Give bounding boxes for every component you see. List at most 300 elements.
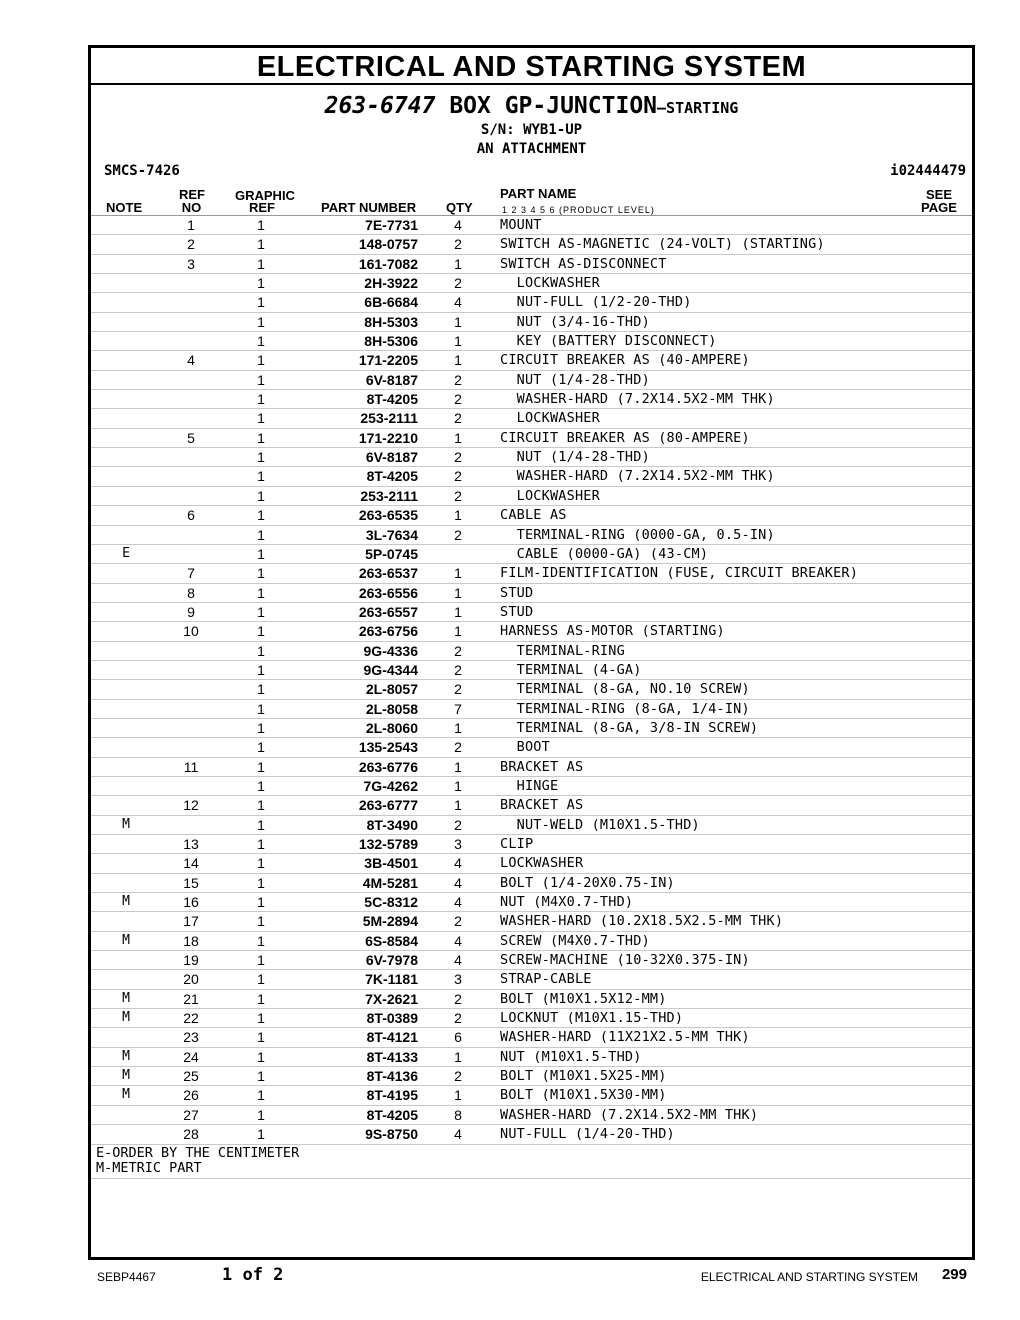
table-row	[91, 1028, 972, 1047]
row-ref-no: 3	[187, 255, 195, 272]
parts-list	[91, 216, 972, 1145]
row-graphic-ref: 1	[257, 487, 265, 504]
row-graphic-ref: 1	[257, 971, 265, 988]
row-part-number: 2L-8060	[365, 719, 418, 736]
row-graphic-ref: 1	[257, 758, 265, 775]
row-graphic-ref: 1	[257, 391, 265, 408]
row-part-number: 9G-4344	[363, 661, 418, 678]
row-part-name: WASHER-HARD (10.2X18.5X2.5-MM THK)	[500, 913, 784, 930]
row-part-number: 2L-8058	[365, 700, 418, 717]
row-qty: 1	[454, 333, 462, 350]
row-note: M	[122, 1010, 130, 1026]
row-graphic-ref: 1	[257, 1048, 265, 1065]
note-m: M-METRIC PART	[96, 1159, 202, 1176]
row-qty: 7	[454, 700, 462, 717]
header-note: NOTE	[106, 200, 143, 215]
row-part-name: TERMINAL-RING (0000-GA, 0.5-IN)	[500, 526, 775, 543]
row-part-number: 3B-4501	[364, 855, 418, 872]
row-part-name: BRACKET AS	[500, 797, 584, 814]
row-graphic-ref: 1	[257, 913, 265, 930]
row-graphic-ref: 1	[257, 739, 265, 756]
row-note: M	[122, 990, 130, 1006]
row-part-name: MOUNT	[500, 217, 542, 233]
row-ref-no: 7	[187, 565, 195, 582]
table-row	[91, 235, 972, 254]
row-graphic-ref: 1	[257, 275, 265, 292]
header-graphic-bottom: REF	[249, 200, 275, 215]
table-row	[91, 622, 972, 641]
table-row	[91, 487, 972, 506]
row-qty: 2	[454, 371, 462, 388]
row-ref-no: 13	[183, 836, 199, 852]
row-qty: 4	[454, 874, 462, 891]
header-see-top: SEE	[926, 187, 953, 202]
row-ref-no: 12	[183, 797, 199, 814]
row-graphic-ref: 1	[257, 797, 265, 814]
row-graphic-ref: 1	[257, 468, 265, 485]
table-row	[91, 332, 972, 351]
table-row	[91, 719, 972, 738]
row-ref-no: 24	[183, 1048, 199, 1065]
row-note: M	[122, 816, 130, 832]
row-part-name: CIRCUIT BREAKER AS (40-AMPERE)	[500, 352, 750, 369]
table-row	[91, 990, 972, 1009]
table-row	[91, 1009, 972, 1028]
row-qty: 4	[454, 952, 462, 969]
row-qty: 2	[454, 739, 462, 756]
footer-document-number: SEBP4467	[97, 1270, 156, 1284]
row-graphic-ref: 1	[257, 623, 265, 640]
row-graphic-ref: 1	[257, 681, 265, 698]
row-part-name: BOOT	[500, 739, 550, 756]
row-part-number: 8T-4136	[366, 1068, 418, 1085]
row-part-number: 7G-4262	[363, 777, 418, 794]
row-part-number: 8T-0389	[366, 1010, 418, 1027]
row-part-name: LOCKWASHER	[500, 410, 600, 427]
row-note: M	[122, 894, 130, 910]
row-part-number: 5M-2894	[362, 913, 418, 930]
row-part-name: STRAP-CABLE	[500, 971, 592, 988]
row-qty: 1	[454, 623, 462, 640]
row-qty: 1	[454, 758, 462, 775]
row-qty: 2	[454, 468, 462, 485]
row-part-name: LOCKNUT (M10X1.15-THD)	[500, 1010, 684, 1027]
row-part-name: WASHER-HARD (7.2X14.5X2-MM THK)	[500, 391, 775, 408]
row-graphic-ref: 1	[257, 236, 265, 253]
table-row	[91, 758, 972, 777]
table-row	[91, 874, 972, 893]
table-row	[91, 951, 972, 970]
row-part-number: 253-2111	[360, 410, 418, 427]
row-part-name: NUT (M10X1.5-THD)	[500, 1048, 642, 1065]
row-part-name: BOLT (M10X1.5X25-MM)	[500, 1068, 667, 1085]
row-part-number: 148-0757	[358, 236, 418, 253]
header-part-name: PART NAME	[500, 186, 577, 201]
row-graphic-ref: 1	[257, 352, 265, 369]
row-part-name: BRACKET AS	[500, 758, 584, 775]
row-part-name: TERMINAL-RING (8-GA, 1/4-IN)	[500, 700, 750, 717]
row-qty: 4	[454, 294, 462, 311]
row-graphic-ref: 1	[257, 507, 265, 524]
row-graphic-ref: 1	[257, 816, 265, 833]
table-row	[91, 371, 972, 390]
row-ref-no: 22	[183, 1010, 199, 1027]
table-header	[91, 183, 972, 216]
row-graphic-ref: 1	[257, 990, 265, 1007]
row-note: M	[122, 1068, 130, 1084]
row-qty: 2	[454, 913, 462, 930]
table-row	[91, 1048, 972, 1067]
table-row	[91, 216, 972, 235]
row-qty: 2	[454, 1010, 462, 1027]
row-qty: 1	[454, 255, 462, 272]
table-row	[91, 816, 972, 835]
row-note: M	[122, 1087, 130, 1103]
row-graphic-ref: 1	[257, 719, 265, 736]
row-part-name: CABLE (0000-GA) (43-CM)	[500, 545, 709, 562]
group-number: 263-6747	[324, 93, 436, 119]
row-qty: 1	[454, 352, 462, 369]
row-part-name: NUT-WELD (M10X1.5-THD)	[500, 816, 700, 833]
row-graphic-ref: 1	[257, 894, 265, 911]
row-ref-no: 17	[183, 913, 199, 930]
row-part-name: BOLT (M10X1.5X12-MM)	[500, 990, 667, 1007]
row-part-name: LOCKWASHER	[500, 855, 584, 872]
note-e: E-ORDER BY THE CENTIMETER	[96, 1144, 300, 1161]
row-part-number: 9S-8750	[365, 1126, 418, 1143]
smcs-line	[91, 159, 972, 183]
table-row	[91, 932, 972, 951]
row-qty: 1	[454, 429, 462, 446]
header-ref-top: REF	[179, 187, 205, 202]
row-qty: 2	[454, 391, 462, 408]
row-part-number: 8T-4205	[366, 468, 418, 485]
row-part-name: FILM-IDENTIFICATION (FUSE, CIRCUIT BREAKER)	[500, 565, 859, 582]
row-graphic-ref: 1	[257, 313, 265, 330]
group-name: BOX GP-JUNCTION	[449, 93, 658, 119]
table-row	[91, 777, 972, 796]
row-ref-no: 28	[183, 1126, 199, 1143]
row-qty: 1	[454, 797, 462, 814]
row-graphic-ref: 1	[257, 1010, 265, 1027]
row-part-name: WASHER-HARD (7.2X14.5X2-MM THK)	[500, 1106, 759, 1123]
row-qty: 2	[454, 990, 462, 1007]
row-qty: 2	[454, 642, 462, 659]
notes-section	[91, 1145, 972, 1179]
row-part-number: 5P-0745	[365, 545, 418, 562]
table-row	[91, 1106, 972, 1125]
row-qty: 1	[454, 777, 462, 794]
table-row	[91, 835, 972, 854]
header-part-number: PART NUMBER	[321, 200, 417, 215]
table-row	[91, 255, 972, 274]
row-part-name: WASHER-HARD (7.2X14.5X2-MM THK)	[500, 468, 775, 485]
row-part-number: 6S-8584	[365, 932, 418, 949]
row-ref-no: 10	[183, 623, 199, 640]
row-part-number: 6V-8187	[365, 449, 418, 466]
table-row	[91, 680, 972, 699]
row-part-name: TERMINAL (4-GA)	[500, 661, 642, 678]
table-row	[91, 738, 972, 757]
row-ref-no: 15	[183, 874, 199, 891]
row-qty: 1	[454, 507, 462, 524]
row-graphic-ref: 1	[257, 1087, 265, 1104]
row-ref-no: 21	[183, 990, 199, 1007]
row-part-name: SWITCH AS-MAGNETIC (24-VOLT) (STARTING)	[500, 236, 825, 253]
serial-number: S/N: WYB1-UP	[480, 122, 583, 138]
row-graphic-ref: 1	[257, 836, 265, 852]
row-part-number: 263-6776	[358, 758, 418, 775]
page-footer	[88, 1262, 972, 1290]
row-part-number: 263-6537	[358, 565, 418, 582]
table-row	[91, 603, 972, 622]
row-graphic-ref: 1	[257, 874, 265, 891]
row-part-number: 132-5789	[358, 836, 418, 852]
header-ref-bottom: NO	[181, 200, 202, 215]
table-row	[91, 1125, 972, 1144]
row-graphic-ref: 1	[257, 565, 265, 582]
footer-page-number: 299	[941, 1266, 967, 1283]
table-row	[91, 274, 972, 293]
row-part-number: 263-6777	[358, 797, 418, 814]
row-part-number: 6B-6684	[364, 294, 418, 311]
header-qty: QTY	[446, 200, 473, 215]
row-part-name: SCREW-MACHINE (10-32X0.375-IN)	[500, 952, 750, 969]
table-row	[91, 351, 972, 370]
table-row	[91, 970, 972, 989]
table-row	[91, 912, 972, 931]
table-row	[91, 661, 972, 680]
row-part-number: 4M-5281	[362, 874, 418, 891]
table-row	[91, 700, 972, 719]
row-graphic-ref: 1	[257, 777, 265, 794]
table-row	[91, 1067, 972, 1086]
row-qty: 2	[454, 1068, 462, 1085]
row-ref-no: 1	[187, 217, 195, 233]
row-part-number: 253-2111	[360, 487, 418, 504]
row-part-number: 6V-7978	[365, 952, 418, 969]
row-qty: 2	[454, 816, 462, 833]
row-part-number: 263-6756	[358, 623, 418, 640]
row-part-name: TERMINAL-RING	[500, 642, 625, 659]
row-graphic-ref: 1	[257, 584, 265, 601]
row-part-name: TERMINAL (8-GA, NO.10 SCREW)	[500, 681, 750, 698]
table-row	[91, 313, 972, 332]
row-qty: 8	[454, 1106, 462, 1123]
row-part-name: NUT-FULL (1/2-20-THD)	[500, 294, 692, 311]
row-part-name: KEY (BATTERY DISCONNECT)	[500, 333, 717, 350]
row-ref-no: 4	[187, 352, 195, 369]
row-graphic-ref: 1	[257, 661, 265, 678]
row-part-number: 8T-4133	[366, 1048, 418, 1065]
row-graphic-ref: 1	[257, 371, 265, 388]
row-qty: 2	[454, 681, 462, 698]
row-part-name: LOCKWASHER	[500, 275, 600, 292]
table-row	[91, 506, 972, 525]
row-qty: 2	[454, 410, 462, 427]
row-ref-no: 27	[183, 1106, 199, 1123]
table-row	[91, 584, 972, 603]
row-qty: 1	[454, 719, 462, 736]
row-ref-no: 26	[183, 1087, 199, 1104]
row-graphic-ref: 1	[257, 333, 265, 350]
row-ref-no: 25	[183, 1068, 199, 1085]
row-part-number: 8T-3490	[366, 816, 418, 833]
row-qty: 1	[454, 1048, 462, 1065]
row-part-name: NUT-FULL (1/4-20-THD)	[500, 1126, 675, 1143]
table-row	[91, 564, 972, 583]
row-part-name: STUD	[500, 584, 534, 601]
row-graphic-ref: 1	[257, 545, 265, 562]
row-part-number: 8T-4195	[366, 1087, 418, 1104]
table-row	[91, 448, 972, 467]
row-graphic-ref: 1	[257, 1106, 265, 1123]
footer-section: ELECTRICAL AND STARTING SYSTEM	[700, 1270, 918, 1284]
table-row	[91, 796, 972, 815]
row-qty: 4	[454, 855, 462, 872]
row-part-name: SCREW (M4X0.7-THD)	[500, 932, 650, 949]
row-qty: 3	[454, 971, 462, 988]
row-part-number: 8T-4205	[366, 1106, 418, 1123]
row-graphic-ref: 1	[257, 217, 265, 233]
row-qty: 4	[454, 217, 462, 233]
group-heading	[91, 91, 972, 121]
table-row	[91, 429, 972, 448]
row-graphic-ref: 1	[257, 1068, 265, 1085]
row-ref-no: 14	[183, 855, 199, 872]
row-note: M	[122, 932, 130, 948]
row-part-number: 7X-2621	[365, 990, 418, 1007]
row-qty: 1	[454, 313, 462, 330]
row-part-number: 3L-7634	[365, 526, 418, 543]
row-part-number: 8T-4205	[366, 391, 418, 408]
document-id: i02444479	[890, 163, 966, 179]
row-graphic-ref: 1	[257, 700, 265, 717]
row-graphic-ref: 1	[257, 642, 265, 659]
header-graphic-top: GRAPHIC	[235, 188, 295, 203]
group-suffix: –STARTING	[657, 99, 739, 117]
row-graphic-ref: 1	[257, 255, 265, 272]
row-part-number: 7E-7731	[365, 217, 418, 233]
row-graphic-ref: 1	[257, 429, 265, 446]
row-part-number: 8H-5306	[364, 333, 418, 350]
row-part-name: NUT (1/4-28-THD)	[500, 449, 650, 466]
row-qty: 1	[454, 565, 462, 582]
row-qty: 2	[454, 236, 462, 253]
row-part-name: NUT (1/4-28-THD)	[500, 371, 650, 388]
row-ref-no: 23	[183, 1029, 199, 1046]
row-graphic-ref: 1	[257, 952, 265, 969]
row-qty: 2	[454, 526, 462, 543]
row-part-number: 2H-3922	[364, 275, 418, 292]
row-part-name: BOLT (M10X1.5X30-MM)	[500, 1087, 667, 1104]
row-qty: 2	[454, 487, 462, 504]
row-ref-no: 20	[183, 971, 199, 988]
row-part-name: CABLE AS	[500, 507, 567, 524]
table-row	[91, 893, 972, 912]
row-graphic-ref: 1	[257, 855, 265, 872]
row-part-name: HARNESS AS-MOTOR (STARTING)	[500, 623, 725, 640]
row-qty: 1	[454, 1087, 462, 1104]
row-qty: 3	[454, 836, 462, 852]
row-part-number: 171-2205	[358, 352, 418, 369]
row-part-name: CIRCUIT BREAKER AS (80-AMPERE)	[500, 429, 750, 446]
row-part-number: 161-7082	[358, 255, 418, 272]
row-ref-no: 9	[187, 603, 195, 620]
row-part-name: LOCKWASHER	[500, 487, 600, 504]
row-qty: 4	[454, 932, 462, 949]
row-graphic-ref: 1	[257, 1126, 265, 1143]
row-note: M	[122, 1048, 130, 1064]
row-qty: 1	[454, 603, 462, 620]
row-ref-no: 2	[187, 236, 195, 253]
row-graphic-ref: 1	[257, 294, 265, 311]
row-part-number: 263-6557	[358, 603, 418, 620]
footer-page-of: 1 of 2	[222, 1265, 284, 1285]
smcs-code: SMCS-7426	[104, 163, 180, 179]
page-title: ELECTRICAL AND STARTING SYSTEM	[91, 48, 972, 85]
row-part-number: 6V-8187	[365, 371, 418, 388]
row-part-number: 171-2210	[358, 429, 418, 446]
row-ref-no: 11	[183, 758, 199, 775]
row-graphic-ref: 1	[257, 932, 265, 949]
row-part-number: 135-2543	[358, 739, 418, 756]
row-qty: 1	[454, 584, 462, 601]
row-part-number: 8T-4121	[366, 1029, 418, 1046]
table-row	[91, 854, 972, 873]
row-part-number: 2L-8057	[365, 681, 418, 698]
document-frame	[88, 45, 975, 1260]
row-part-name: WASHER-HARD (11X21X2.5-MM THK)	[500, 1029, 750, 1046]
row-graphic-ref: 1	[257, 526, 265, 543]
row-part-name: CLIP	[500, 836, 534, 852]
header-product-level: 1 2 3 4 5 6 (PRODUCT LEVEL)	[502, 205, 655, 215]
row-part-number: 5C-8312	[364, 894, 418, 911]
row-part-name: TERMINAL (8-GA, 3/8-IN SCREW)	[500, 719, 759, 736]
table-row	[91, 293, 972, 312]
row-part-name: SWITCH AS-DISCONNECT	[500, 255, 667, 272]
row-qty: 4	[454, 1126, 462, 1143]
table-row	[91, 409, 972, 428]
row-ref-no: 19	[183, 952, 199, 969]
row-ref-no: 6	[187, 507, 195, 524]
row-part-name: STUD	[500, 603, 534, 620]
row-part-name: NUT (M4X0.7-THD)	[500, 894, 634, 911]
row-part-number: 7K-1181	[365, 971, 418, 988]
row-qty: 6	[454, 1029, 462, 1046]
row-ref-no: 5	[187, 429, 195, 446]
row-ref-no: 16	[183, 894, 199, 911]
row-part-name: NUT (3/4-16-THD)	[500, 313, 650, 330]
row-ref-no: 8	[187, 584, 195, 601]
table-row	[91, 642, 972, 661]
row-part-number: 8H-5303	[364, 313, 418, 330]
row-graphic-ref: 1	[257, 449, 265, 466]
row-qty: 4	[454, 894, 462, 911]
table-row	[91, 545, 972, 564]
row-part-name: HINGE	[500, 777, 559, 794]
table-row	[91, 526, 972, 545]
row-ref-no: 18	[183, 932, 199, 949]
row-graphic-ref: 1	[257, 410, 265, 427]
row-part-number: 263-6535	[358, 507, 418, 524]
row-part-number: 9G-4336	[363, 642, 418, 659]
table-row	[91, 390, 972, 409]
row-part-number: 263-6556	[358, 584, 418, 601]
row-qty: 2	[454, 275, 462, 292]
row-note: E	[122, 545, 130, 561]
row-qty: 2	[454, 661, 462, 678]
